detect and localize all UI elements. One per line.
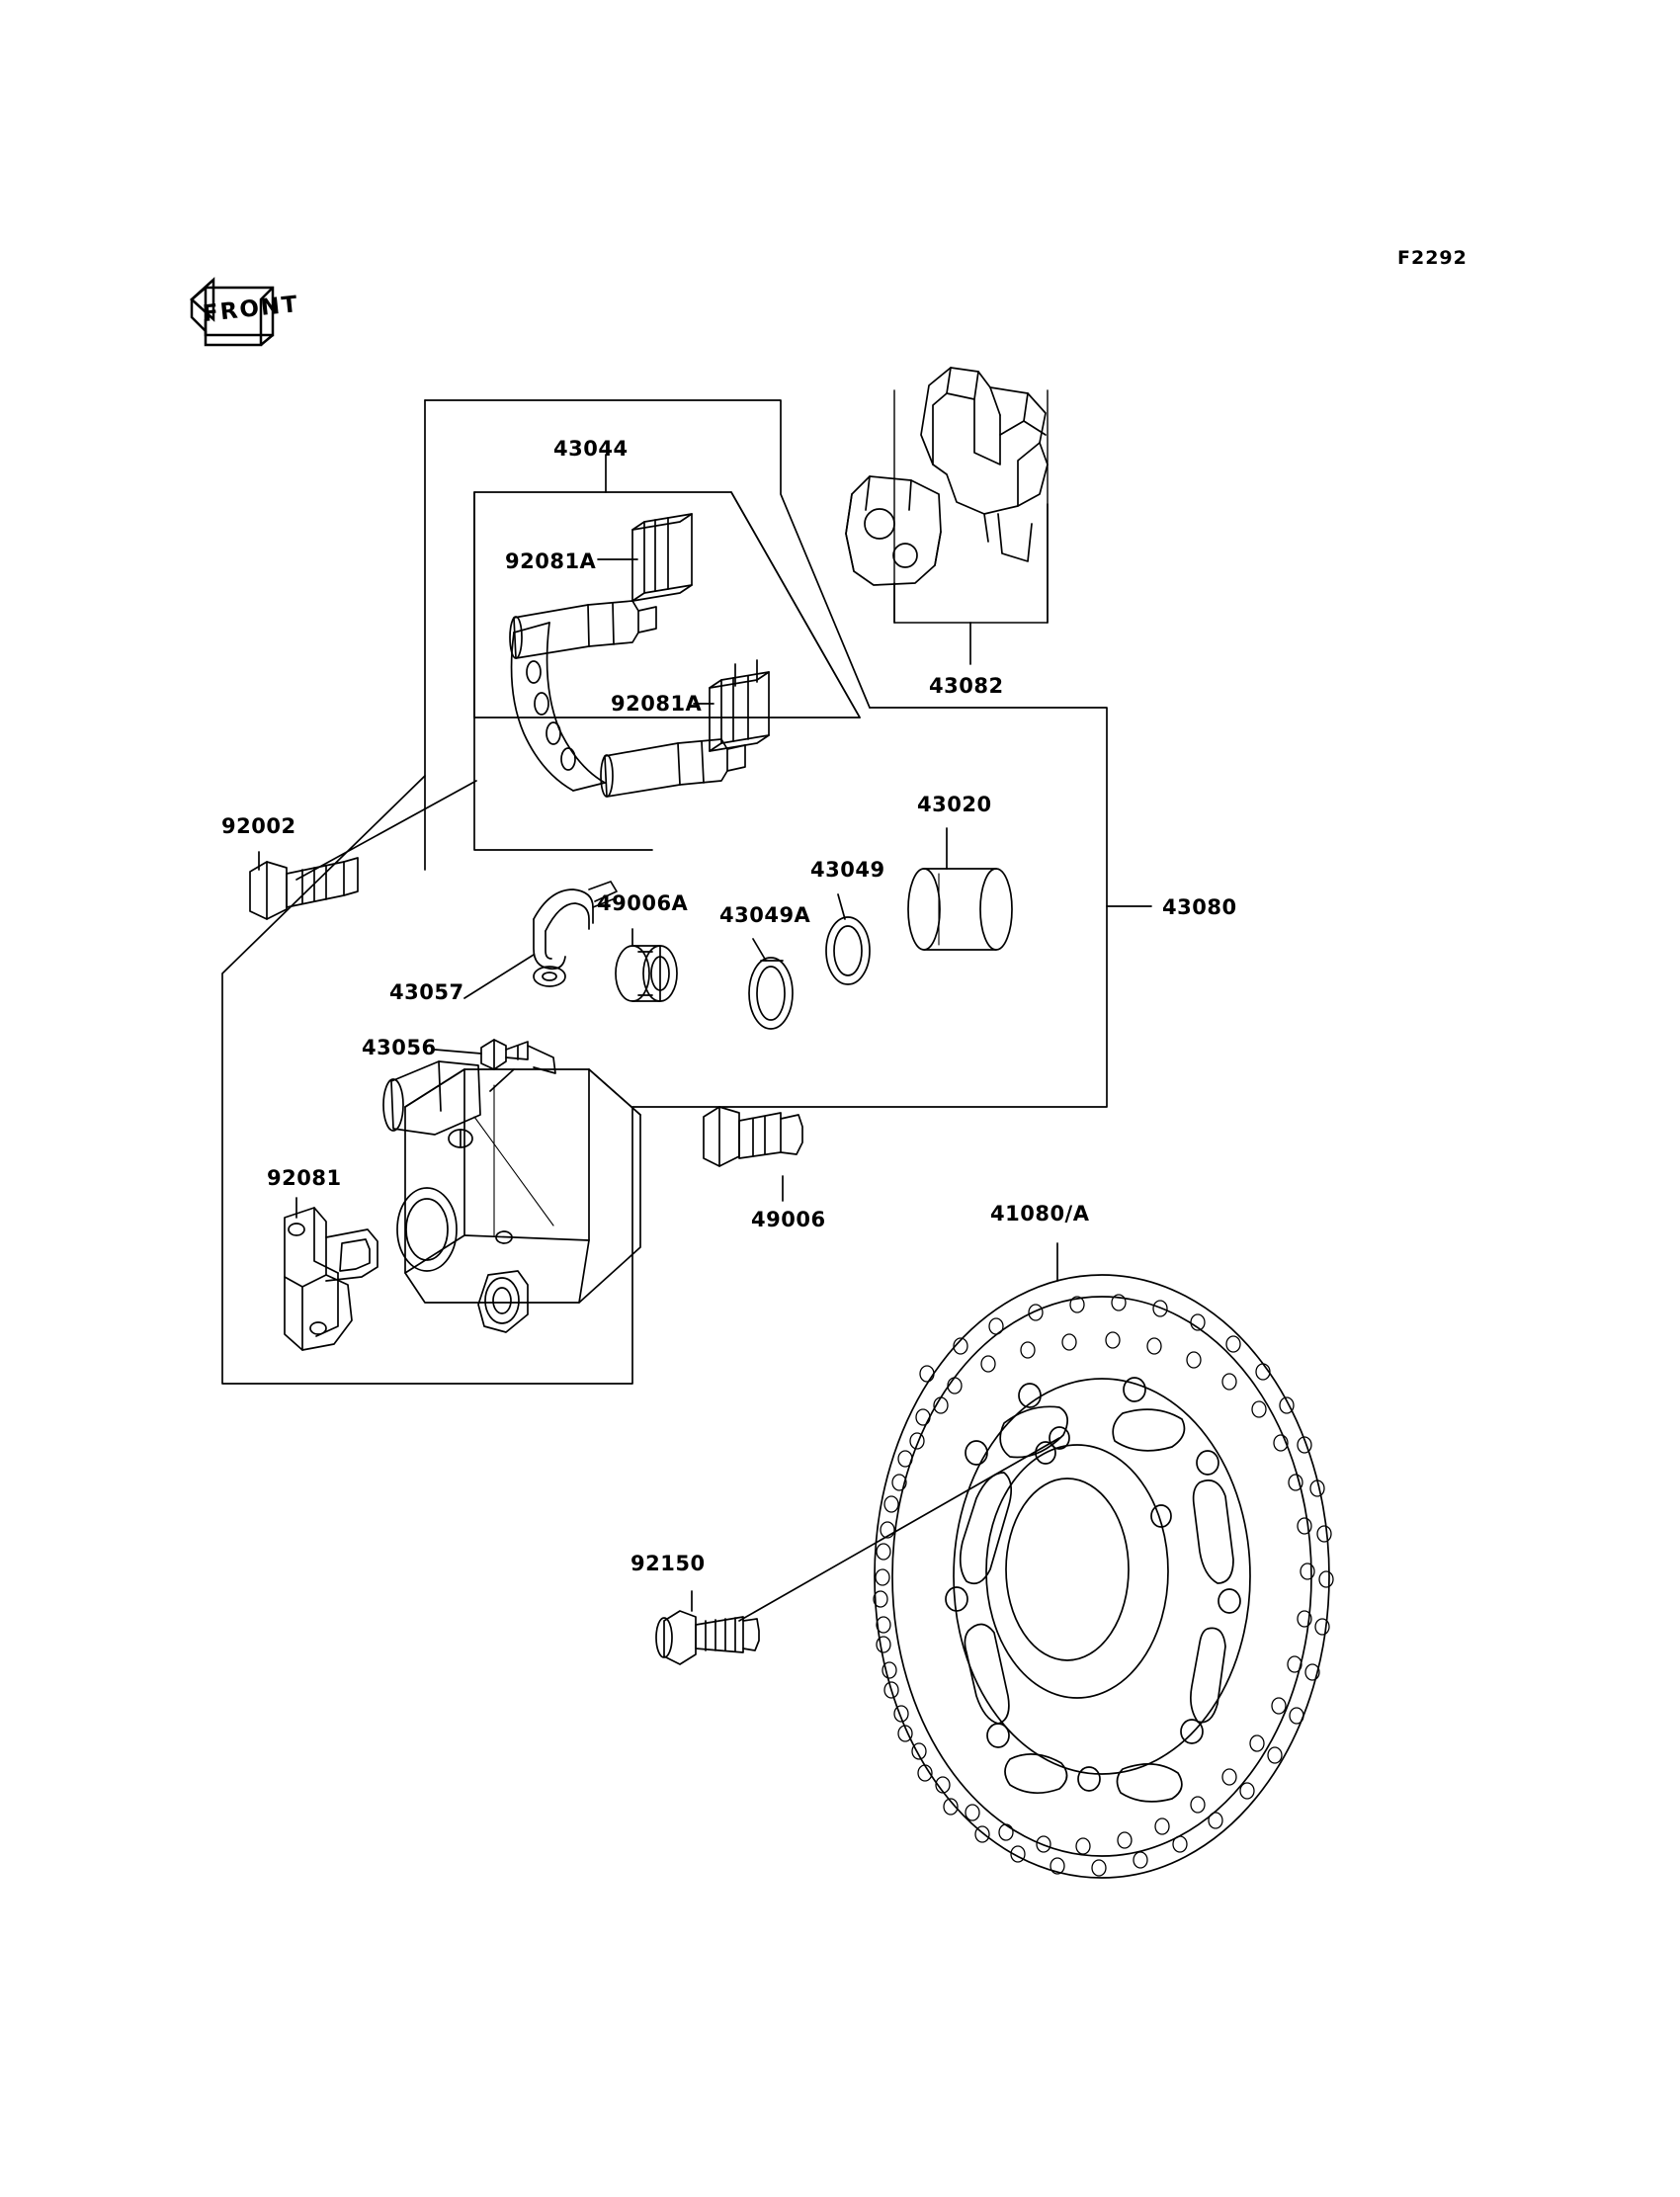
part-label-43049A: 43049A <box>719 903 811 927</box>
part-label-43080: 43080 <box>1162 895 1237 919</box>
part-label-43057: 43057 <box>389 980 464 1004</box>
part-label-92002: 92002 <box>221 814 296 838</box>
part-label-41080A: 41080/A <box>990 1202 1090 1225</box>
part-label-43082: 43082 <box>929 674 1004 698</box>
part-label-43044: 43044 <box>553 437 629 461</box>
part-label-49006: 49006 <box>751 1208 826 1231</box>
part-label-43020: 43020 <box>917 793 992 816</box>
sheet-code: F2292 <box>1397 247 1468 269</box>
part-label-49006A: 49006A <box>597 891 689 915</box>
front-marker-label: FRONT <box>201 291 301 328</box>
part-label-92081A-upper: 92081A <box>505 549 597 573</box>
part-label-43056: 43056 <box>362 1036 437 1059</box>
part-label-92081: 92081 <box>267 1166 342 1190</box>
part-label-92150: 92150 <box>630 1552 706 1575</box>
part-label-92081A-lower: 92081A <box>611 692 703 716</box>
part-label-43049: 43049 <box>810 858 885 882</box>
